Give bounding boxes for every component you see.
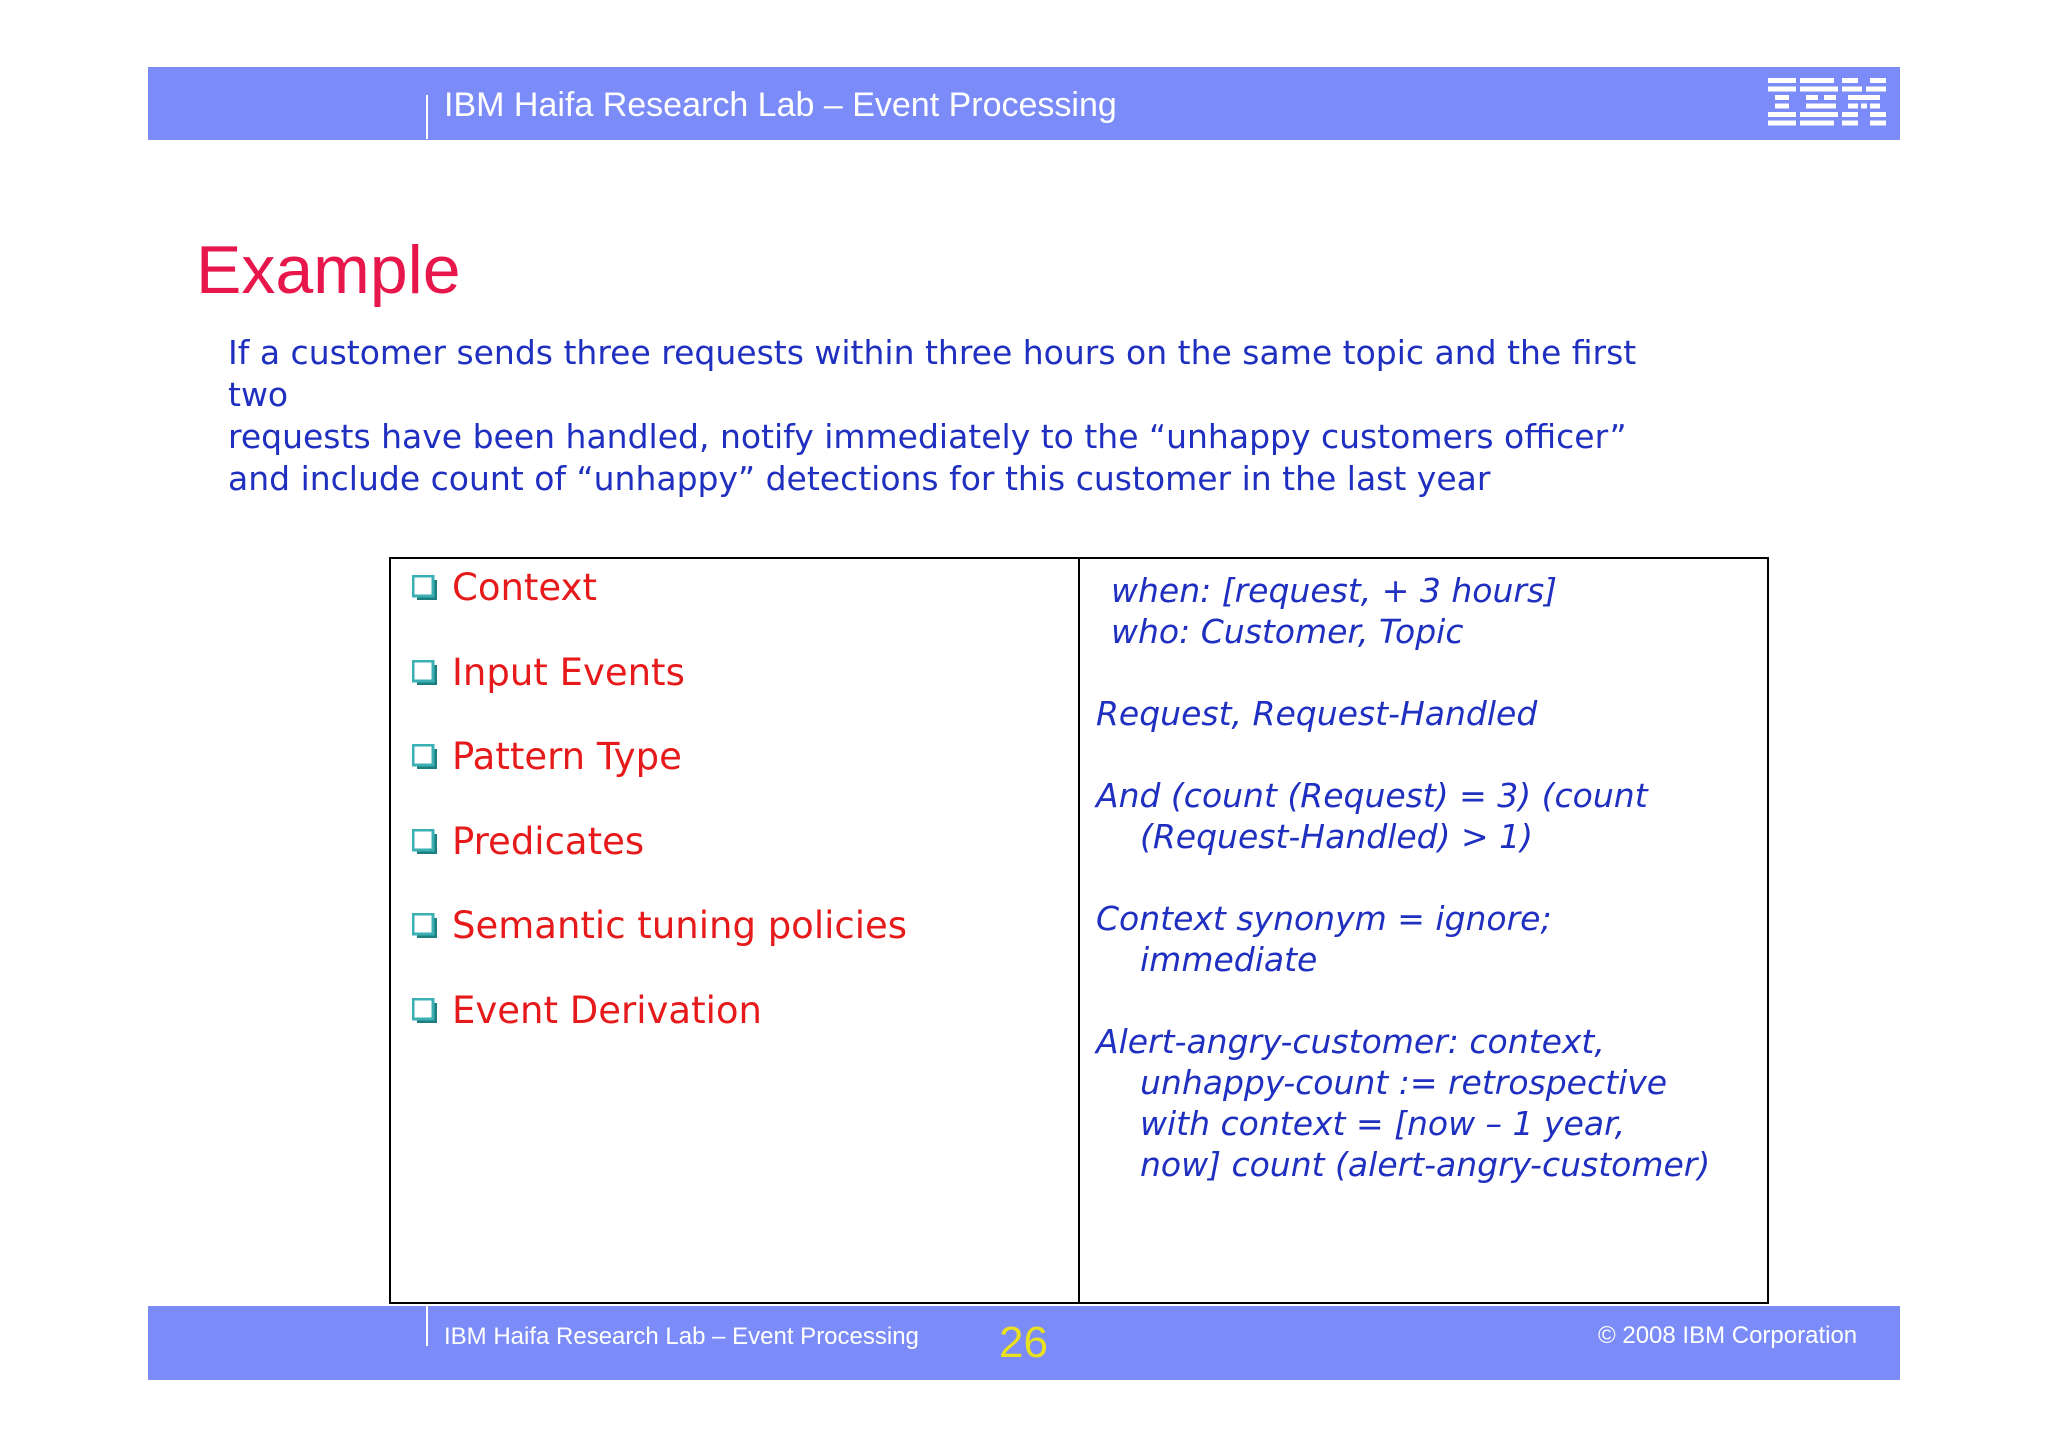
copyright: © 2008 IBM Corporation: [1598, 1322, 1858, 1349]
intro-paragraph: [228, 332, 1748, 500]
list-item-label: Event Derivation: [452, 988, 762, 1032]
checkbox-bullet-icon: [412, 744, 438, 770]
definition-column: [1096, 570, 1756, 1185]
list-item: [412, 735, 907, 820]
header-divider: [426, 95, 428, 139]
input-events-line: Request, Request-Handled: [1096, 694, 1538, 733]
list-item-label: Predicates: [452, 819, 645, 863]
footer-divider: [426, 1306, 428, 1346]
checkbox-bullet-icon: [412, 575, 438, 601]
list-item-label: Pattern Type: [452, 735, 682, 778]
footer-title: IBM Haifa Research Lab – Event Processing: [444, 1323, 919, 1350]
list-item: [412, 989, 907, 1074]
ibm-logo-icon: [1768, 78, 1886, 126]
table-column-divider: [1078, 557, 1080, 1304]
checkbox-bullet-icon: [412, 660, 438, 686]
derivation-line: unhappy-count := retrospective: [1140, 1063, 1668, 1102]
pattern-line: (Request-Handled) > 1): [1140, 817, 1534, 856]
list-item: [412, 651, 907, 736]
intro-line: requests have been handled, notify immediately to the “unhappy customers officer”: [228, 417, 1627, 456]
list-item: [412, 820, 907, 905]
header-title: IBM Haifa Research Lab – Event Processing: [444, 86, 1117, 124]
list-item-label: Context: [452, 566, 597, 609]
policy-line: Context synonym = ignore;: [1096, 899, 1552, 938]
list-item-label: Input Events: [452, 650, 685, 694]
pattern-line: And (count (Request) = 3) (count: [1096, 776, 1648, 815]
list-item: [412, 566, 907, 651]
intro-line: If a customer sends three requests within three hours on the same topic and the first: [228, 333, 1637, 372]
checkbox-bullet-icon: [412, 829, 438, 855]
concept-list: [412, 566, 907, 1073]
slide-title: Example: [196, 232, 461, 308]
context-when-line: when: [request, + 3 hours]: [1111, 571, 1558, 610]
derivation-line: now] count (alert-angry-customer): [1140, 1145, 1711, 1184]
policy-line: immediate: [1140, 940, 1318, 979]
list-item: [412, 904, 907, 989]
checkbox-bullet-icon: [412, 998, 438, 1024]
intro-line: and include count of “unhappy” detections for this customer in the last year: [228, 459, 1491, 498]
list-item-label: Semantic tuning policies: [452, 904, 908, 947]
checkbox-bullet-icon: [412, 913, 438, 939]
intro-line: two: [228, 375, 289, 414]
page-number: 26: [999, 1318, 1048, 1367]
derivation-line: with context = [now – 1 year,: [1140, 1104, 1626, 1143]
derivation-line: Alert-angry-customer: context,: [1096, 1022, 1605, 1061]
context-who-line: who: Customer, Topic: [1111, 612, 1464, 651]
